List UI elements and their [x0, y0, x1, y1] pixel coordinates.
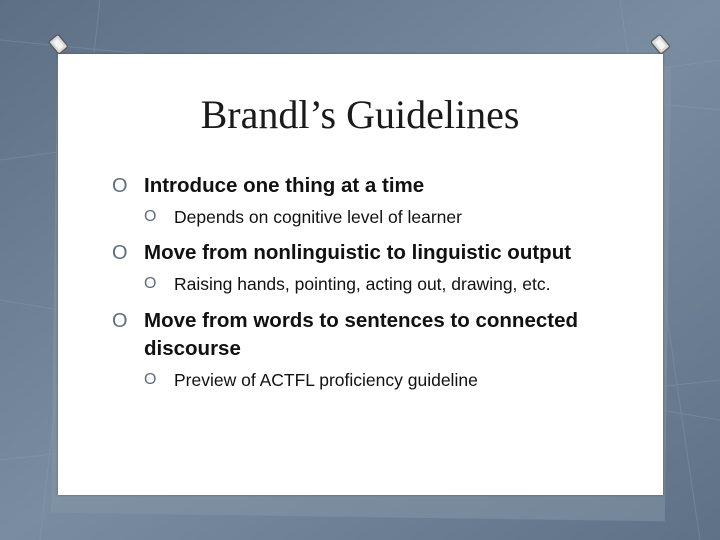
pin-icon	[646, 30, 676, 60]
sub-bullet-item	[112, 367, 642, 393]
bullet-marker: O	[112, 310, 128, 332]
bullet-text: Move from words to sentences to connected discourse	[144, 309, 578, 360]
sub-bullet-text: Depends on cognitive level of learner	[174, 207, 462, 227]
sub-bullet-marker: O	[144, 208, 157, 225]
bullet-text: Move from nonlinguistic to linguistic output	[144, 241, 572, 264]
sub-bullet-marker: O	[144, 371, 157, 388]
sub-bullet-text: Raising hands, pointing, acting out, drawing, etc.	[174, 274, 551, 294]
bullet-marker: O	[112, 175, 128, 197]
sub-bullet-item	[112, 271, 642, 297]
pin-icon	[44, 30, 74, 60]
bullet-item	[112, 307, 642, 363]
bullet-list	[112, 172, 642, 393]
bullet-marker: O	[112, 242, 128, 264]
sub-bullet-marker: O	[144, 275, 157, 292]
bullet-text: Introduce one thing at a time	[144, 174, 425, 197]
bullet-item	[112, 239, 642, 267]
slide-title: Brandl’s Guidelines	[200, 92, 520, 137]
sub-bullet-item	[112, 204, 642, 230]
sub-bullet-text: Preview of ACTFL proficiency guideline	[174, 370, 478, 390]
bullet-item	[112, 172, 642, 200]
